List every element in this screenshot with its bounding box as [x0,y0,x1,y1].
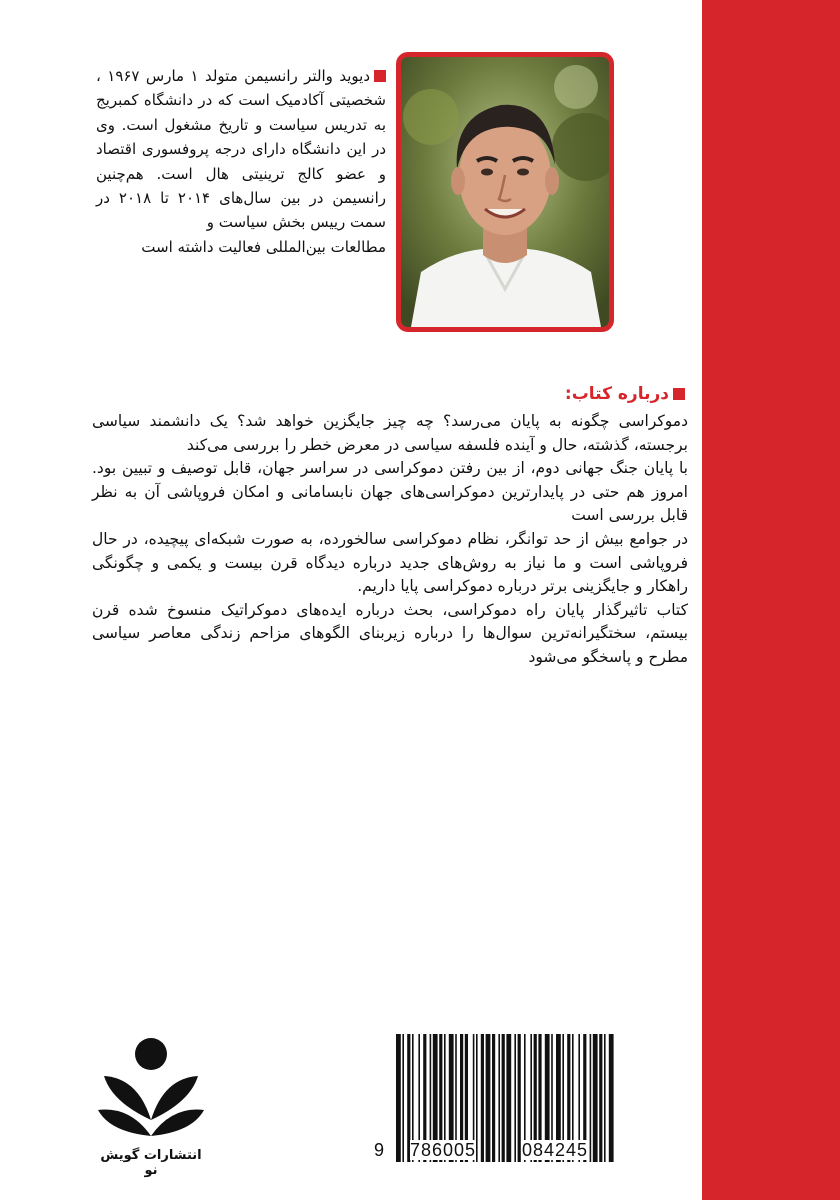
barcode-bar [514,1034,516,1162]
barcode-bar [396,1034,401,1162]
publisher-name: انتشارات گویش نو [100,1148,202,1178]
author-photo [396,52,614,332]
about-paragraph: دموکراسی چگونه به پایان می‌رسد؟ چه چیز جایگزین خواهد شد؟ یک دانشمند سیاسی برجسته، گذشته، حال و آینده فلسفه سیاسی در معرض خطر را بررسی می‌کند [92,412,688,454]
author-portrait-image [401,57,609,327]
about-paragraph: با پایان جنگ جهانی دوم، از بین رفتن دموکراسی در سراسر جهان، قابل توصیف و تبیین بود. امروز هم حتی در پایدارترین دموکراسی‌های جهان نابسامانی و امکان فروپاشی آن به نظر قابل بررسی است [92,459,688,525]
barcode-bar [502,1034,505,1162]
author-bio [96,64,386,259]
barcode-bar [402,1034,404,1162]
about-book-heading-text: درباره کتاب: [564,384,669,404]
barcode-bar [590,1034,592,1162]
red-square-bullet-icon [673,388,685,400]
author-bio-last-line: مطالعات بین‌المللی فعالیت داشته است [141,237,386,256]
open-book-reader-icon [96,1032,206,1142]
author-bio-text: دیوید والتر رانسیمن متولد ۱ مارس ۱۹۶۷ ، شخصیتی آکادمیک است که در دانشگاه کمبریج به تدریس سیاست و تاریخ مشغول است. وی در این دانشگاه دارای درجه پروفسوری اقتصاد و عضو کالج ترینیتی هال است. هم‌چنین رانسیمن در بین سال‌های ۲۰۱۴ تا ۲۰۱۸ در سمت رییس بخش سیاست و [96,67,386,232]
barcode-bar [593,1034,598,1162]
barcode-bar [604,1034,606,1162]
red-square-bullet-icon [374,70,386,82]
barcode-bar [518,1034,521,1162]
barcode-bar [599,1034,602,1162]
barcode-bar [498,1034,500,1162]
barcode-bar [492,1034,495,1162]
about-paragraph: کتاب تاثیرگذار پایان راه دموکراسی، بحث درباره ایده‌های دموکراتیک منسوخ شده قرن بیستم، سختگیرانه‌ترین سوال‌ها را درباره زیربنای الگوهای مزاحم زندگی معاصر سیاسی مطرح و پاسخگو می‌شود [92,600,688,666]
about-paragraph: در جوامع بیش از حد توانگر، نظام دموکراسی سالخورده، به صورت شبکه‌ای پیچیده، در حال فروپاشی است و ما نیاز به روش‌های جدید درباره دیدگاه قرن بیست و یکمی و چگونگی راهکار و جایگزینی برتر درباره دموکراسی پایا داریم. [92,529,688,596]
barcode-bar [609,1034,614,1162]
about-book-heading [300,384,685,404]
barcode-prefix: 9 [374,1140,386,1160]
barcode-digits-left: 786005 [410,1140,477,1160]
about-book-text [92,410,688,670]
barcode-digits-right: 084245 [522,1140,589,1160]
barcode-bar [486,1034,491,1162]
barcode-bar [481,1034,484,1162]
barcode-bar [506,1034,511,1162]
barcode-bar [476,1034,478,1162]
red-spine-band [702,0,840,1200]
